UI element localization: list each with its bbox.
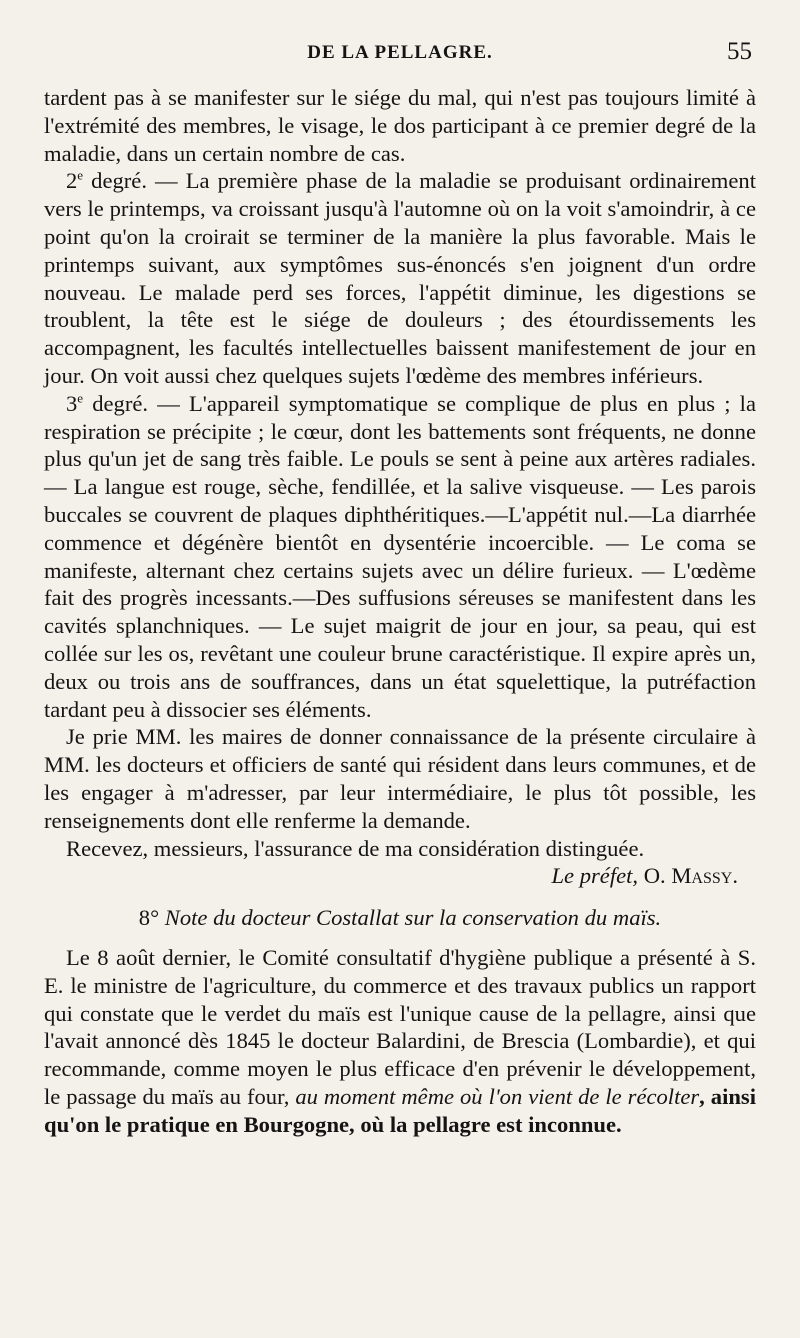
note-heading xyxy=(44,904,756,932)
note-text-italic: au moment même où l'on vient de le récolter xyxy=(295,1083,700,1109)
running-title: DE LA PELLAGRE. xyxy=(307,42,493,63)
degree-number: 2 xyxy=(66,168,78,194)
paragraph-salutation: Recevez, messieurs, l'assurance de ma considération distinguée. xyxy=(66,835,645,861)
paragraph-note-body xyxy=(44,944,756,1139)
degree-superscript: e xyxy=(77,167,84,183)
paragraph-continuation: tardent pas à se manifester sur le siége du mal, qui n'est pas toujours limité à l'extrémité des membres, le visage, le dos participant à ce premier degré de la maladie, dans un certain nombre de cas. xyxy=(44,85,756,166)
note-text-part-1: Le 8 août dernier, le Comité consultatif d'hygiène publique a présenté à S. E. le ministre de l'agriculture, du commerce et des travaux publics un rapport qui constate que le verdet du maïs est l'unique cause de la pellagre, ainsi que l'avait annoncé dès 1845 le docteur Balardini, de Brescia (Lombardie), et qui recommande, comme moyen le plus efficace d'en prévenir le développement, le passage du maïs au four, xyxy=(44,944,756,1109)
paragraph-third-degree xyxy=(44,390,756,724)
degree-number: 3 xyxy=(66,390,78,416)
signature-name: Massy. xyxy=(671,863,738,889)
signature-initial: O. xyxy=(643,863,666,889)
note-text-part-2: , ainsi qu'on le pratique en Bourgogne, où la pellagre est inconnue. xyxy=(44,1083,756,1137)
paragraph-text: degré. — La première phase de la maladie se produisant ordinairement vers le printemps, va croissant jusqu'à l'automne où on la voit s'amoindrir, à ce point qu'on la croirait se terminer de la manière la plus favorable. Mais le printemps suivant, aux symptômes sus-énoncés s'en joignent d'un ordre nouveau. Le malade perd ses forces, l'appétit diminue, les digestions se troublent, la tête est le siége de douleurs ; des étourdissements les accompagnent, les facultés intellectuelles baissent manifestement de jour en jour. On voit aussi chez quelques sujets l'œdème des membres inférieurs. xyxy=(44,168,756,388)
running-header xyxy=(40,36,760,76)
paragraph-request: Je prie MM. les maires de donner connaissance de la présente circulaire à MM. les docteurs et officiers de santé qui résident dans leurs communes, et de les engager à m'adresser, par leur intermédiaire, le plus tôt possible, les renseignements dont elle renferme la demande. xyxy=(44,724,756,833)
signature-role: Le préfet, xyxy=(551,863,639,889)
page-number: 55 xyxy=(727,38,752,65)
paragraph-text: degré. — L'appareil symptomatique se complique de plus en plus ; la respiration se précipite ; le cœur, dont les battements sont fréquents, ne donne plus qu'un jet de sang très faible. Le pouls se sent à peine aux artères radiales. — La langue est rouge, sèche, fendillée, et la salive visqueuse. — Les parois buccales se couvrent de plaques diphthéritiques.—L'appétit nul.—La diarrhée commence et dégénère bientôt en dysentérie incoercible. — Le coma se manifeste, alternant chez certains sujets avec un délire furieux. — L'œdème fait des progrès incessants.—Des suffusions séreuses se manifestent dans les cavités splanchniques. — Le sujet maigrit de jour en jour, sa peau, qui est collée sur les os, revêtant une couleur brune caractéristique. Il expire après un, deux ou trois ans de souffrances, dans un état squelettique, la putréfaction tardant peu à dissocier ses éléments. xyxy=(44,390,756,722)
degree-superscript: e xyxy=(77,390,84,406)
note-title: Note du docteur Costallat sur la conservation du maïs. xyxy=(164,905,662,931)
note-number: 8° xyxy=(138,905,160,931)
paragraph-second-degree xyxy=(44,167,756,389)
body-text xyxy=(44,84,756,1138)
signature xyxy=(44,862,756,890)
